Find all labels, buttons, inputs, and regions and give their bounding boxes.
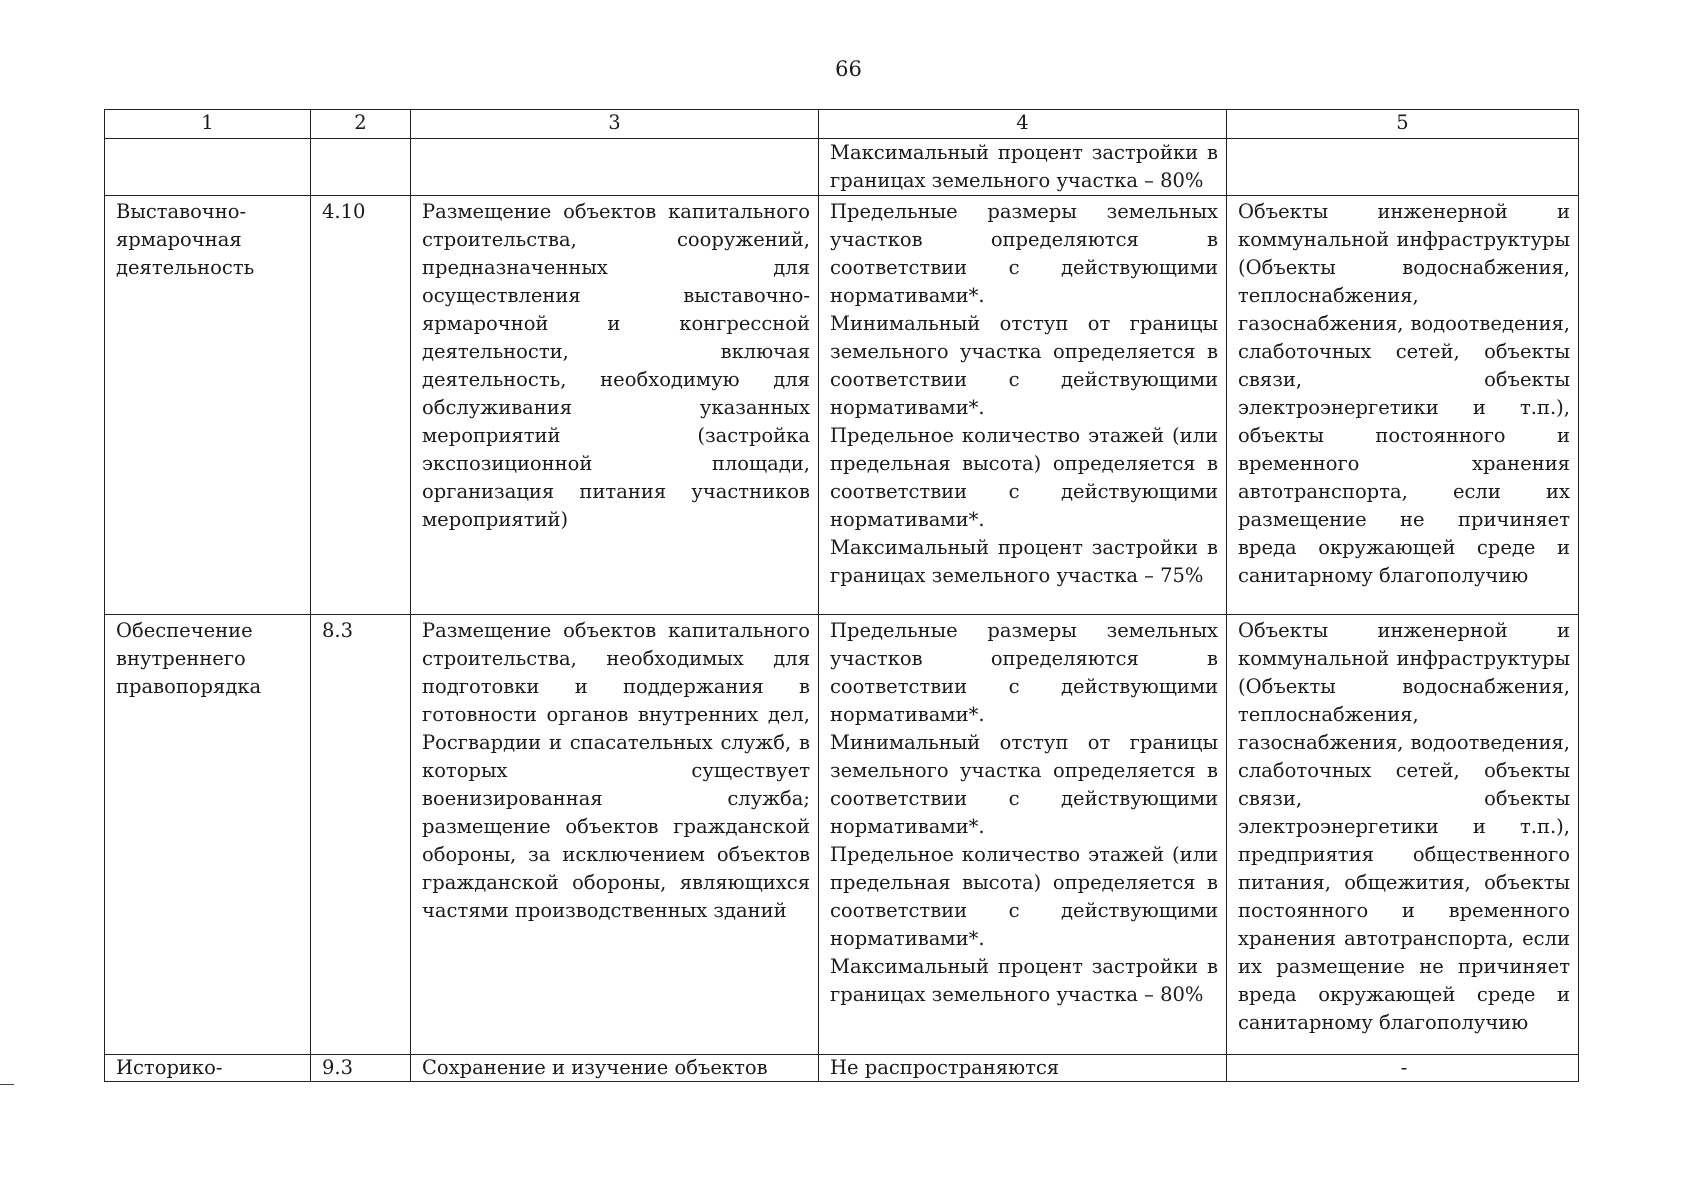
cell-auxiliary: - xyxy=(1227,1055,1579,1082)
cell-parameters xyxy=(819,196,1227,615)
column-header-3: 3 xyxy=(411,110,819,139)
parameter-text: Максимальный процент застройки в границах земельного участка – 75% xyxy=(830,536,1218,587)
cell-name: Обеспечение внутреннего правопорядка xyxy=(105,615,311,1055)
cell-auxiliary: Объекты инженерной и коммунальной инфраструктуры (Объекты водоснабжения, теплоснабжения, газоснабжения, водоотведения, слаботочных сетей, объекты связи, объекты электроэнергетики и т.п.), объекты постоянного и временного хранения автотранспорта, если их размещение не причиняет вреда окружающей среде и санитарному благополучию xyxy=(1227,196,1579,615)
table-row xyxy=(105,1055,1579,1082)
cell-description xyxy=(411,139,819,196)
cell-description: Размещение объектов капитального строительства, сооружений, предназначенных для осуществления выставочно-ярмарочной и конгрессной деятельности, включая деятельность, необходимую для обслуживания указанных мероприятий (застройка экспозиционной площади, организация питания участников мероприятий) xyxy=(411,196,819,615)
parameter-text: Минимальный отступ от границы земельного участка определяется в соответствии с действующими нормативами*. xyxy=(830,312,1218,419)
cell-description: Размещение объектов капитального строительства, необходимых для подготовки и поддержания в готовности органов внутренних дел, Росгвардии и спасательных служб, в которых существует военизированная служба; размещение объектов гражданской обороны, за исключением объектов гражданской обороны, являющихся частями производственных зданий xyxy=(411,615,819,1055)
parameter-text: Предельное количество этажей (или предельная высота) определяется в соответствии с действующими нормативами*. xyxy=(830,843,1218,950)
column-header-5: 5 xyxy=(1227,110,1579,139)
cell-parameters xyxy=(819,615,1227,1055)
cell-parameters: Максимальный процент застройки в границах земельного участка – 80% xyxy=(819,139,1227,196)
margin-mark xyxy=(0,1084,14,1085)
cell-auxiliary xyxy=(1227,139,1579,196)
cell-name xyxy=(105,139,311,196)
cell-code: 9.3 xyxy=(311,1055,411,1082)
column-header-2: 2 xyxy=(311,110,411,139)
table-header-row xyxy=(105,110,1579,139)
parameter-text: Предельные размеры земельных участков определяются в соответствии с действующими нормативами*. xyxy=(830,619,1218,726)
column-header-4: 4 xyxy=(819,110,1227,139)
column-header-1: 1 xyxy=(105,110,311,139)
parameter-text: Минимальный отступ от границы земельного участка определяется в соответствии с действующими нормативами*. xyxy=(830,731,1218,838)
cell-name: Историко- xyxy=(105,1055,311,1082)
continuation-row xyxy=(105,139,1579,196)
table-row xyxy=(105,196,1579,615)
cell-parameters: Не распространяются xyxy=(819,1055,1227,1082)
cell-description: Сохранение и изучение объектов xyxy=(411,1055,819,1082)
table-row xyxy=(105,615,1579,1055)
cell-code: 8.3 xyxy=(311,615,411,1055)
page-number: 66 xyxy=(835,57,862,81)
parameter-text: Предельное количество этажей (или предельная высота) определяется в соответствии с действующими нормативами*. xyxy=(830,424,1218,531)
cell-code: 4.10 xyxy=(311,196,411,615)
cell-name: Выставочно-ярмарочная деятельность xyxy=(105,196,311,615)
cell-code xyxy=(311,139,411,196)
parameter-text: Предельные размеры земельных участков определяются в соответствии с действующими нормативами*. xyxy=(830,200,1218,307)
land-use-table xyxy=(104,109,1579,1082)
cell-auxiliary: Объекты инженерной и коммунальной инфраструктуры (Объекты водоснабжения, теплоснабжения, газоснабжения, водоотведения, слаботочных сетей, объекты связи, объекты электроэнергетики и т.п.), предприятия общественного питания, общежития, объекты постоянного и временного хранения автотранспорта, если их размещение не причиняет вреда окружающей среде и санитарному благополучию xyxy=(1227,615,1579,1055)
parameter-text: Максимальный процент застройки в границах земельного участка – 80% xyxy=(830,955,1218,1006)
